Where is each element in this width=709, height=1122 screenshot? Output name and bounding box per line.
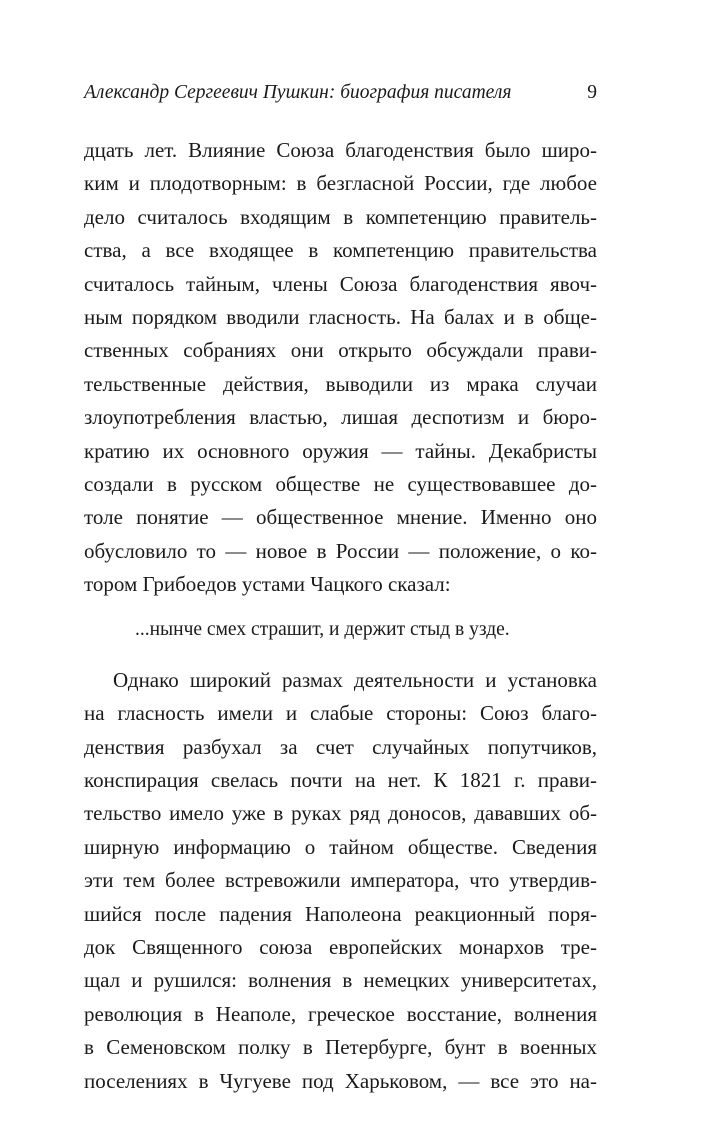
text-line: ширную информацию о тайном обществе. Сведения xyxy=(84,834,597,859)
text-line: на гласность имели и слабые стороны: Союз благо- xyxy=(84,701,597,726)
text-line: дцать лет. Влияние Союза благоденствия было широ- xyxy=(84,138,597,162)
text-line: Однако широкий размах деятельности и установка xyxy=(113,667,597,692)
text-line: кратию их основного оружия — тайны. Декабристы xyxy=(84,438,597,463)
text-line: тором Грибоедов устами Чацкого сказал: xyxy=(84,572,451,597)
text-line: шийся после падения Наполеона реакционный поря- xyxy=(84,901,597,926)
body-text xyxy=(84,134,597,1098)
text-line: злоупотребления властью, лишая деспотизм и бюро- xyxy=(84,405,597,430)
text-line: поселениях в Чугуеве под Харьковом, — все это на- xyxy=(84,1068,597,1093)
text-line: ным порядком вводили гласность. На балах и в обще- xyxy=(84,304,597,329)
text-line: тельство имело уже в руках ряд доносов, дававших об- xyxy=(84,801,597,826)
text-line: щал и рушился: волнения в немецких университетах, xyxy=(84,968,597,993)
text-line: в Семеновском полку в Петербурге, бунт в военных xyxy=(84,1035,597,1060)
text-line: конспирация свелась почти на нет. К 1821 г. прави- xyxy=(84,768,597,793)
poetry-quote: ...нынче смех страшит, и держит стыд в узде. xyxy=(135,619,510,641)
text-line: создали в русском обществе не существовавшее до- xyxy=(84,471,597,496)
text-line: ким и плодотворным: в безгласной России, где любое xyxy=(84,171,597,196)
text-line: денствия разбухал за счет случайных попутчиков, xyxy=(84,734,597,759)
paragraph-2 xyxy=(84,664,597,1098)
page-number: 9 xyxy=(587,82,597,103)
running-head xyxy=(84,78,597,108)
text-line: эти тем более встревожили императора, что утвердив- xyxy=(84,868,597,893)
text-line: тельственные действия, выводили из мрака случаи xyxy=(84,371,597,396)
text-line: революция в Неаполе, греческое восстание, волнения xyxy=(84,1001,597,1026)
text-line: док Священного союза европейских монархов тре- xyxy=(84,934,597,959)
text-line: считалось тайным, члены Союза благоденствия явоч- xyxy=(84,271,597,296)
running-head-title: Александр Сергеевич Пушкин: биография писателя xyxy=(84,82,512,103)
text-line: обусловило то — новое в России — положение, о ко- xyxy=(84,538,597,563)
text-line: толе понятие — общественное мнение. Именно оно xyxy=(84,505,597,530)
text-line: ственных собраниях они открыто обсуждали прави- xyxy=(84,338,597,363)
text-line: дело считалось входящим в компетенцию правитель- xyxy=(84,204,597,229)
paragraph-1 xyxy=(84,134,597,601)
text-line: ства, а все входящее в компетенцию правительства xyxy=(84,238,597,263)
